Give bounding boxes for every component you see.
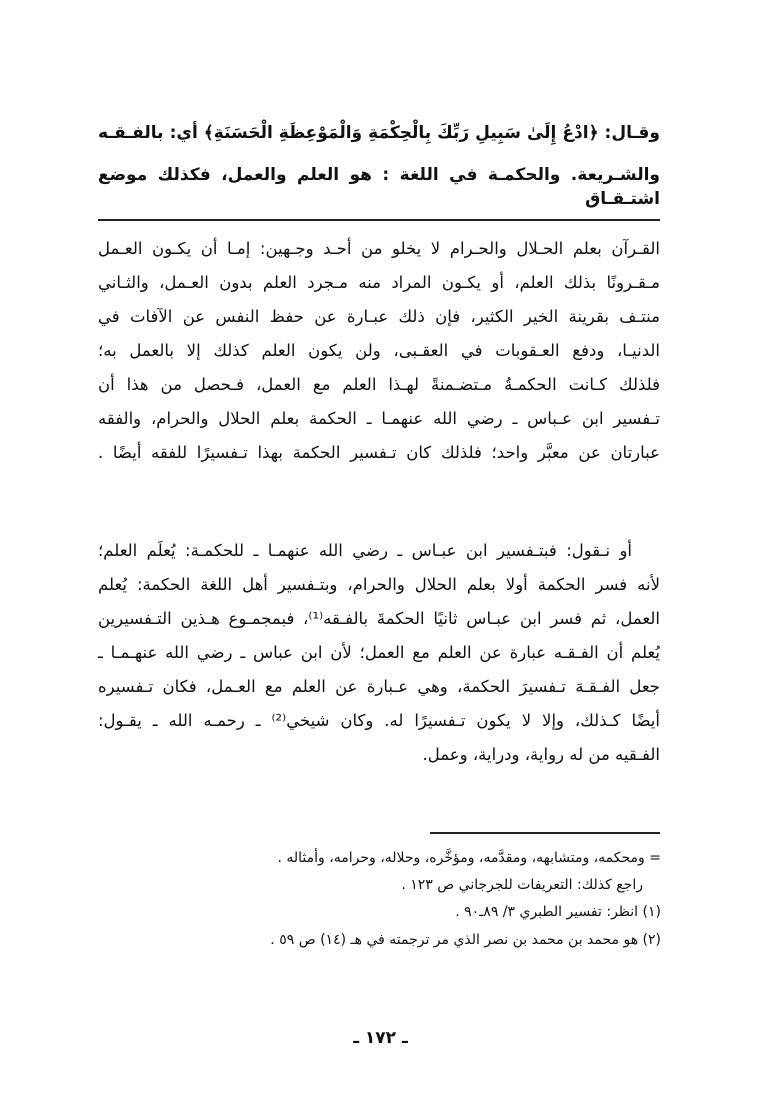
paragraph-line: يُعلم أن الفـقـه عبارة عن العلم مع العمل؛ لأن ابن عباس ـ رضي الله عنهـمـا ـ — [98, 643, 660, 662]
paragraph-line: منتـف بقرينة الخير الكثير، فإن ذلك عبـارة عن حفظ النفس عن الآفات في — [98, 307, 660, 326]
top-line-1: وقـال: ﴿ادْعُ إِلَىٰ سَبِيلِ رَبِّكَ بِالْحِكْمَةِ وَالْمَوْعِظَةِ الْحَسَنَةِ﴾ أي: بالفـقـه — [98, 123, 660, 143]
top-line-2: والشـريعة. والحكمـة في اللغة : هو العلم والعمل، فكذلك موضع اشتـقـاق — [98, 165, 660, 209]
paragraph-line: أيضًا كـذلك، وإلا لا يكون تـفسيرًا له. وكان شيخي⁽²⁾ ـ رحمـه الله ـ يقـول: — [98, 711, 660, 730]
footnote-2: (٢) هو محمد بن محمد بن نصر الذي مر ترجمته في هـ (١٤) ص ٥٩ . — [270, 932, 661, 948]
paragraph-line: مـقـرونًا بذلك العلم، أو يكـون المراد منه مـجرد العلم بدون العـمل، والثـاني — [98, 273, 660, 292]
paragraph-line: جعل الفـقـهَ تـفسيرَ الحكمة، وهي عـبارة عن العلم مع العـمل، فكان تـفسيره — [98, 677, 660, 696]
page-number: ـ ١٧٢ ـ — [353, 1028, 408, 1048]
paragraph-line: أو نـقول: فبتـفسير ابن عبـاس ـ رضي الله عنهمـا ـ للحكمـة: يُعلَم العلم؛ — [98, 541, 632, 560]
paragraph-line: العمل، ثم فسر ابن عبـاس ثانيًا الحكمةَ بالفـقه⁽¹⁾، فبمجمـوع هـذين التـفسيرين — [98, 609, 660, 628]
paragraph-line: تـفسير ابن عـباس ـ رضي الله عنهمـا ـ الحكمة بعلم الحلال والحرام، والفقه — [98, 409, 660, 428]
footnote-reference: راجع كذلك: التعريفات للجرجاني ص ١٢٣ . — [401, 877, 643, 893]
paragraph-line: الفـقيه من له رواية، ودراية، وعمل. — [422, 745, 660, 764]
paragraph-line: عبارتان عن معبَّر واحد؛ فلذلك كان تـفسير الحكمة بهذا تـفسيرًا للفقه أيضًا . — [98, 443, 660, 462]
paragraph-line: لأنه فسر الحكمة أولا بعلم الحلال والحرام، وبتـفسير أهل اللغة الحكمة: يُعلم — [98, 575, 660, 594]
main-divider — [98, 219, 660, 221]
paragraph-line: فلذلك كـانت الحكمـةُ مـتضـمنةً لهـذا العلم مع العمل، فـحصل من هذا أن — [98, 375, 660, 394]
footnote-1: (١) انظر: تفسير الطبري ٣/ ٨٩ـ٩٠ . — [455, 904, 661, 920]
paragraph-line: الدنيـا، ودفع العـقوبات في العقـبى، ولن يكون العلم كذلك إلا بالعمل به؛ — [98, 341, 660, 360]
footnote-continuation: = ومحكمه، ومتشابهه، ومقدَّمه، ومؤخَّره، وحلاله، وحرامه، وأمثاله . — [277, 850, 661, 866]
footnote-divider — [430, 832, 660, 834]
paragraph-line: القـرآن بعلم الحـلال والحـرام لا يخلو من أحـد وجـهين: إمـا أن يكـون العـمل — [98, 239, 660, 258]
